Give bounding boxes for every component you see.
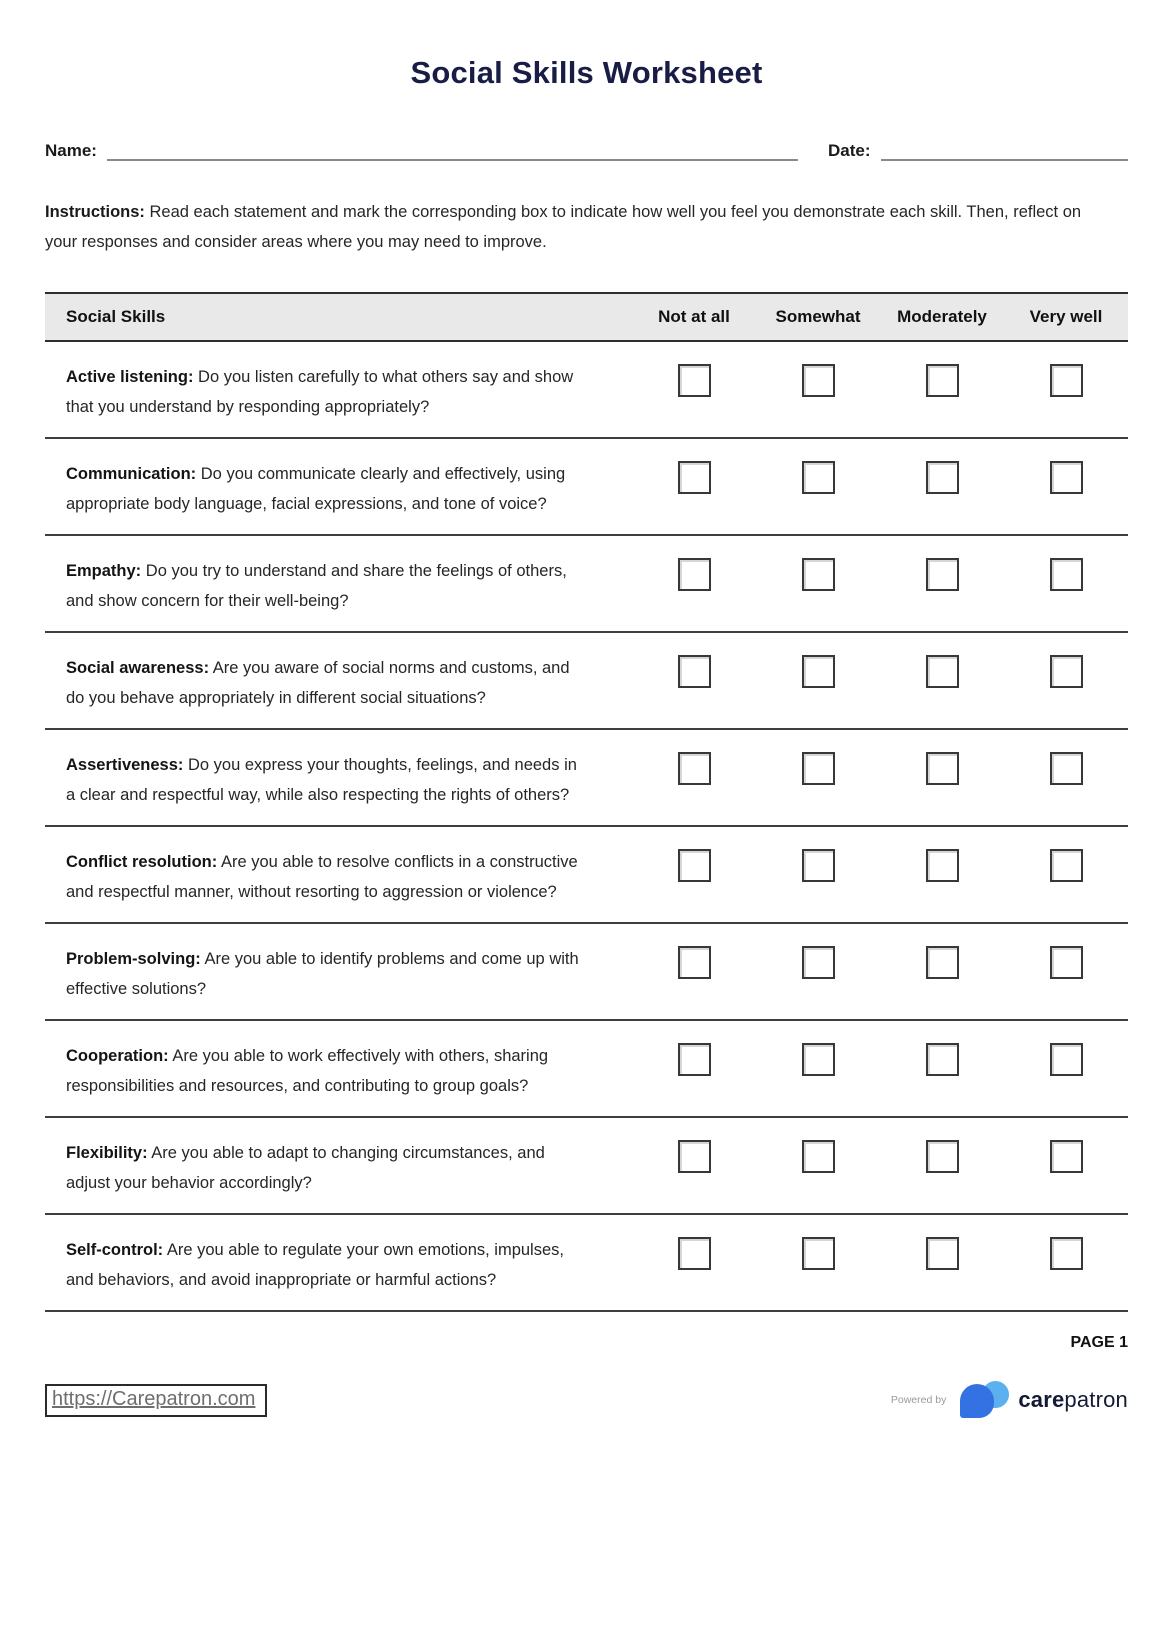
carepatron-logo-icon bbox=[958, 1380, 1012, 1420]
rating-checkbox-not-at-all[interactable] bbox=[678, 1140, 711, 1173]
skill-name: Social awareness: bbox=[66, 659, 210, 677]
date-field-group bbox=[828, 141, 1128, 161]
rating-cell-not-at-all bbox=[632, 827, 756, 922]
table-header bbox=[45, 292, 1128, 342]
skill-question: Do you listen carefully to what others say and show that you understand by responding appropriately? bbox=[66, 368, 574, 416]
skill-question: Are you able to resolve conflicts in a constructive and respectful manner, without resorting to aggression or violence? bbox=[66, 853, 578, 901]
rating-cell-very-well bbox=[1004, 633, 1128, 728]
skill-name: Conflict resolution: bbox=[66, 853, 218, 871]
column-header-moderately: Moderately bbox=[897, 307, 987, 326]
table-row bbox=[45, 439, 1128, 536]
skill-question: Do you communicate clearly and effectively, using appropriate body language, facial expressions, and tone of voice? bbox=[66, 465, 566, 513]
rating-cell-not-at-all bbox=[632, 342, 756, 437]
rating-checkbox-somewhat[interactable] bbox=[802, 752, 835, 785]
date-input-line[interactable] bbox=[881, 143, 1128, 161]
rating-checkbox-very-well[interactable] bbox=[1050, 461, 1083, 494]
rating-cell-not-at-all bbox=[632, 1118, 756, 1213]
rating-checkbox-very-well[interactable] bbox=[1050, 558, 1083, 591]
rating-cell-not-at-all bbox=[632, 439, 756, 534]
rating-checkbox-very-well[interactable] bbox=[1050, 752, 1083, 785]
rating-checkbox-somewhat[interactable] bbox=[802, 364, 835, 397]
skill-name: Problem-solving: bbox=[66, 950, 201, 968]
rating-cell-very-well bbox=[1004, 924, 1128, 1019]
rating-checkbox-somewhat[interactable] bbox=[802, 849, 835, 882]
rating-cell-somewhat bbox=[756, 1021, 880, 1116]
rating-checkbox-very-well[interactable] bbox=[1050, 1140, 1083, 1173]
table-row bbox=[45, 924, 1128, 1021]
skill-name: Flexibility: bbox=[66, 1144, 148, 1162]
rating-cell-very-well bbox=[1004, 1215, 1128, 1310]
skill-name: Empathy: bbox=[66, 562, 142, 580]
rating-checkbox-somewhat[interactable] bbox=[802, 461, 835, 494]
rating-cell-moderately bbox=[880, 827, 1004, 922]
rating-cell-moderately bbox=[880, 536, 1004, 631]
rating-cell-not-at-all bbox=[632, 536, 756, 631]
rating-cell-moderately bbox=[880, 924, 1004, 1019]
instructions-label: Instructions: bbox=[45, 203, 145, 221]
skills-table bbox=[45, 292, 1128, 1312]
table-body bbox=[45, 342, 1128, 1312]
rating-cell-not-at-all bbox=[632, 924, 756, 1019]
skill-name: Active listening: bbox=[66, 368, 194, 386]
rating-checkbox-very-well[interactable] bbox=[1050, 1237, 1083, 1270]
rating-checkbox-very-well[interactable] bbox=[1050, 364, 1083, 397]
rating-checkbox-somewhat[interactable] bbox=[802, 1237, 835, 1270]
rating-cell-somewhat bbox=[756, 827, 880, 922]
footer bbox=[45, 1380, 1128, 1420]
rating-cell-somewhat bbox=[756, 536, 880, 631]
rating-cell-very-well bbox=[1004, 1021, 1128, 1116]
name-label: Name: bbox=[45, 141, 97, 160]
rating-checkbox-somewhat[interactable] bbox=[802, 946, 835, 979]
table-row bbox=[45, 1215, 1128, 1312]
skill-description bbox=[45, 1215, 632, 1310]
brand-care: care bbox=[1018, 1387, 1065, 1412]
column-header-not-at-all: Not at all bbox=[658, 307, 730, 326]
rating-cell-moderately bbox=[880, 1215, 1004, 1310]
rating-cell-moderately bbox=[880, 439, 1004, 534]
rating-checkbox-not-at-all[interactable] bbox=[678, 364, 711, 397]
rating-checkbox-not-at-all[interactable] bbox=[678, 1043, 711, 1076]
rating-cell-very-well bbox=[1004, 1118, 1128, 1213]
rating-cell-not-at-all bbox=[632, 633, 756, 728]
rating-cell-somewhat bbox=[756, 633, 880, 728]
skill-description bbox=[45, 439, 632, 534]
powered-by-label: Powered by bbox=[890, 1394, 947, 1406]
rating-checkbox-moderately[interactable] bbox=[926, 364, 959, 397]
skill-question: Are you able to identify problems and come up with effective solutions? bbox=[66, 950, 579, 998]
logo-bubble-front-icon bbox=[960, 1384, 994, 1418]
skill-name: Cooperation: bbox=[66, 1047, 169, 1065]
page-number: PAGE 1 bbox=[1070, 1334, 1128, 1351]
column-header-very-well: Very well bbox=[1029, 307, 1103, 326]
table-row bbox=[45, 342, 1128, 439]
skill-description bbox=[45, 1021, 632, 1116]
skill-name: Assertiveness: bbox=[66, 756, 184, 774]
rating-checkbox-moderately[interactable] bbox=[926, 849, 959, 882]
rating-checkbox-moderately[interactable] bbox=[926, 946, 959, 979]
rating-cell-somewhat bbox=[756, 924, 880, 1019]
rating-cell-very-well bbox=[1004, 342, 1128, 437]
skill-name: Communication: bbox=[66, 465, 197, 483]
rating-cell-moderately bbox=[880, 633, 1004, 728]
rating-cell-very-well bbox=[1004, 536, 1128, 631]
rating-checkbox-moderately[interactable] bbox=[926, 1140, 959, 1173]
rating-cell-not-at-all bbox=[632, 730, 756, 825]
rating-cell-moderately bbox=[880, 342, 1004, 437]
rating-cell-somewhat bbox=[756, 1215, 880, 1310]
rating-checkbox-moderately[interactable] bbox=[926, 752, 959, 785]
table-row bbox=[45, 633, 1128, 730]
instructions-body: Read each statement and mark the corresponding box to indicate how well you feel you demonstrate each skill. Then, reflect on your responses and consider areas where you may need to improve. bbox=[45, 203, 1082, 251]
rating-checkbox-moderately[interactable] bbox=[926, 655, 959, 688]
rating-checkbox-not-at-all[interactable] bbox=[678, 461, 711, 494]
name-input-line[interactable] bbox=[107, 143, 798, 161]
skill-question: Are you able to regulate your own emotions, impulses, and behaviors, and avoid inappropriate or harmful actions? bbox=[66, 1241, 564, 1289]
table-row bbox=[45, 1118, 1128, 1215]
skill-description bbox=[45, 827, 632, 922]
brand-patron: patron bbox=[1064, 1387, 1128, 1412]
skill-description bbox=[45, 1118, 632, 1213]
skill-question: Do you try to understand and share the feelings of others, and show concern for their well-being? bbox=[66, 562, 567, 610]
rating-cell-moderately bbox=[880, 1118, 1004, 1213]
rating-checkbox-somewhat[interactable] bbox=[802, 1043, 835, 1076]
rating-cell-moderately bbox=[880, 1021, 1004, 1116]
rating-checkbox-not-at-all[interactable] bbox=[678, 849, 711, 882]
rating-cell-somewhat bbox=[756, 730, 880, 825]
rating-cell-moderately bbox=[880, 730, 1004, 825]
skill-description bbox=[45, 924, 632, 1019]
rating-checkbox-moderately[interactable] bbox=[926, 558, 959, 591]
rating-checkbox-not-at-all[interactable] bbox=[678, 1237, 711, 1270]
skill-name: Self-control: bbox=[66, 1241, 164, 1259]
carepatron-wordmark bbox=[1018, 1387, 1128, 1413]
skill-question: Are you able to adapt to changing circumstances, and adjust your behavior accordingly? bbox=[66, 1144, 545, 1192]
table-row bbox=[45, 827, 1128, 924]
name-date-row bbox=[45, 141, 1128, 161]
column-header-social-skills: Social Skills bbox=[66, 307, 166, 326]
table-row bbox=[45, 1021, 1128, 1118]
rating-checkbox-moderately[interactable] bbox=[926, 461, 959, 494]
rating-checkbox-not-at-all[interactable] bbox=[678, 655, 711, 688]
rating-checkbox-moderately[interactable] bbox=[926, 1237, 959, 1270]
page-title: Social Skills Worksheet bbox=[410, 55, 763, 90]
table-row bbox=[45, 536, 1128, 633]
date-label: Date: bbox=[828, 141, 871, 160]
rating-cell-very-well bbox=[1004, 827, 1128, 922]
rating-cell-not-at-all bbox=[632, 1215, 756, 1310]
rating-cell-very-well bbox=[1004, 439, 1128, 534]
skill-description bbox=[45, 536, 632, 631]
rating-checkbox-moderately[interactable] bbox=[926, 1043, 959, 1076]
rating-cell-very-well bbox=[1004, 730, 1128, 825]
skill-question: Do you express your thoughts, feelings, and needs in a clear and respectful way, while also respecting the rights of others? bbox=[66, 756, 577, 804]
rating-checkbox-not-at-all[interactable] bbox=[678, 752, 711, 785]
skill-question: Are you aware of social norms and customs, and do you behave appropriately in different social situations? bbox=[66, 659, 570, 707]
table-row bbox=[45, 730, 1128, 827]
rating-checkbox-somewhat[interactable] bbox=[802, 655, 835, 688]
rating-cell-somewhat bbox=[756, 439, 880, 534]
powered-by-block bbox=[891, 1380, 1128, 1420]
rating-cell-not-at-all bbox=[632, 1021, 756, 1116]
rating-checkbox-very-well[interactable] bbox=[1050, 946, 1083, 979]
carepatron-link[interactable]: https://Carepatron.com bbox=[45, 1384, 267, 1417]
instructions-text bbox=[45, 197, 1105, 257]
rating-cell-somewhat bbox=[756, 1118, 880, 1213]
skill-description bbox=[45, 342, 632, 437]
skill-description bbox=[45, 633, 632, 728]
rating-checkbox-very-well[interactable] bbox=[1050, 1043, 1083, 1076]
rating-checkbox-somewhat[interactable] bbox=[802, 1140, 835, 1173]
rating-cell-somewhat bbox=[756, 342, 880, 437]
rating-checkbox-somewhat[interactable] bbox=[802, 558, 835, 591]
name-field-group bbox=[45, 141, 798, 161]
rating-checkbox-not-at-all[interactable] bbox=[678, 558, 711, 591]
column-header-somewhat: Somewhat bbox=[775, 307, 861, 326]
rating-checkbox-very-well[interactable] bbox=[1050, 849, 1083, 882]
rating-checkbox-not-at-all[interactable] bbox=[678, 946, 711, 979]
skill-question: Are you able to work effectively with others, sharing responsibilities and resources, and contributing to group goals? bbox=[66, 1047, 549, 1095]
rating-checkbox-very-well[interactable] bbox=[1050, 655, 1083, 688]
skill-description bbox=[45, 730, 632, 825]
